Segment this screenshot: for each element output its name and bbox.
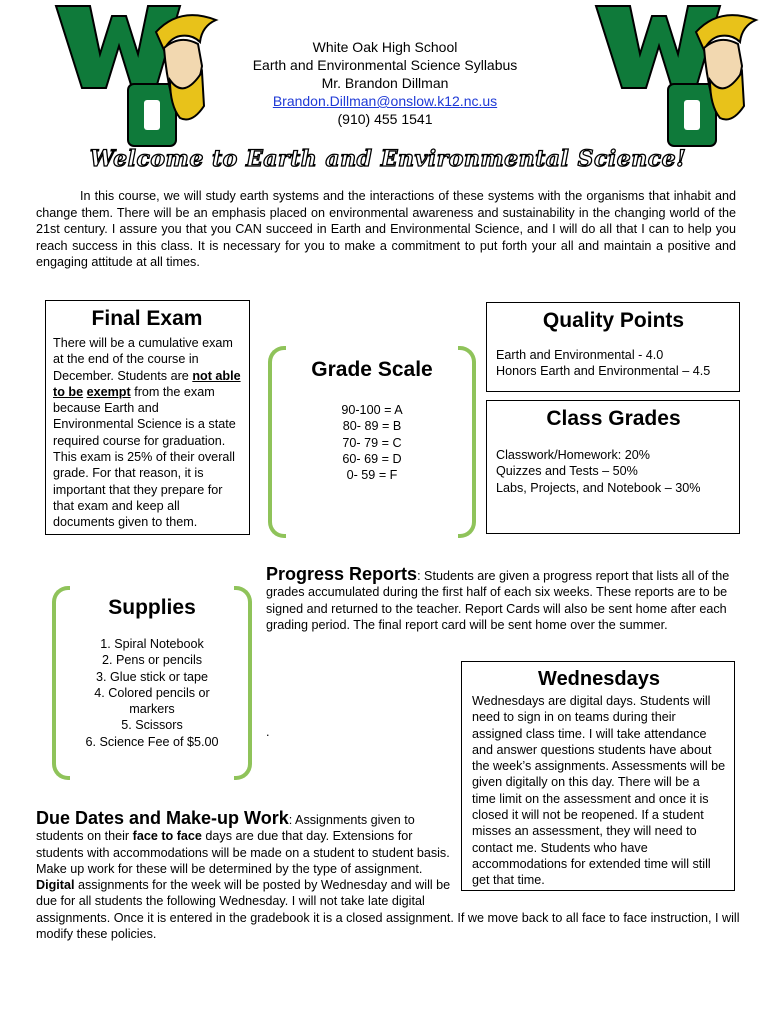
quality-points-title: Quality Points	[542, 309, 685, 332]
wednesdays-text: Wednesdays are digital days. Students will need to sign in on teams during their assigned class time. I will take attendance and answer questions students have about the week’s assignments. Assessments will be given digitally on this day. There will be a time limit on the assessment and once it is closed it will not be reopened. If a student misses an assessment, they will need to contact me. Students who have accommodations for extended time will still get that time.	[472, 694, 726, 888]
due-dates-title: Due Dates and Make-up Work	[36, 808, 289, 828]
class-grades-box	[486, 400, 740, 534]
class-grades-row: Classwork/Homework: 20%	[496, 448, 650, 462]
progress-reports-title: Progress Reports	[266, 564, 418, 584]
quality-points-rows	[496, 347, 731, 380]
quality-points-box	[486, 302, 740, 392]
progress-reports-section: Progress Reports: Students are given a progress report that lists all of the grades accumulated during the first half of each six weeks. These reports are to be signed and returned to the teacher. Report Cards will also be sent home after each grading period. The final report card will be sent home over the summer.	[266, 564, 730, 632]
supplies-section	[68, 596, 236, 750]
logo-w-letter	[596, 6, 720, 88]
class-grades-row: Quizzes and Tests – 50%	[496, 464, 638, 479]
teacher-phone: (910) 455 1541	[337, 111, 433, 127]
supplies-title: Supplies	[108, 596, 196, 619]
supply-item: 1. Spiral Notebook	[100, 637, 204, 651]
supply-item: 5. Scissors	[121, 718, 183, 733]
intro-text: In this course, we will study earth systems and the interactions of these systems with the organisms that inhabit and change them. There will be an emphasis placed on environmental awareness and sustainability in the changing world of the 21st century. I assure you that you CAN succeed in Earth and Environmental Science, and I will do all that I can to help you reach success in this class. It is necessary for you to make a commitment to put forth your all and maintain a positive and engaging attitude at all times.	[36, 189, 736, 269]
school-logo-left	[52, 2, 224, 148]
wednesdays-title: Wednesdays	[538, 668, 660, 690]
grade-row: 70- 79 = C	[342, 435, 402, 450]
digital-bold: Digital	[36, 878, 75, 893]
class-grades-title: Class Grades	[546, 407, 681, 430]
face-to-face-bold: face to face	[132, 829, 202, 844]
due-dates-text: Assignments given to students on their	[36, 813, 415, 844]
grade-row: 90-100 = A	[341, 403, 403, 417]
logo-w-letter	[56, 6, 180, 88]
grade-row: 80- 89 = B	[342, 419, 402, 434]
due-dates-section: Due Dates and Make-up Work: Assignments given to students on their face to face days are due that day. Extensions for students with accommodations will be made on a student to student basis. Make up work for these will be determined by the type of assignment. Digital assignments for the week will be posted by Wednesday and will be due for all students the following Wednesday. I will not take late digital assignments. Once it is entered in the gradebook it is a closed assignment. If we move back to all face to face instruction, I will modify these policies.	[36, 808, 740, 942]
stray-dot: .	[266, 725, 270, 739]
final-exam-text: There will be a cumulative exam at the end of the course in December. Students are not able to be exempt from the exam because Earth and Environmental Science is a state required course for graduation. This exam is 25% of their overall grade. For that reason, it is important that they prepare for that exam and keep all documents given to them.	[53, 336, 241, 530]
grade-scale-bracket-right	[458, 346, 476, 538]
supply-item: 2. Pens or pencils	[101, 653, 203, 668]
final-exam-exempt: exempt	[86, 384, 131, 399]
supplies-list	[68, 636, 236, 750]
grade-scale-section	[284, 358, 460, 483]
progress-reports-text: Students are given a progress report that lists all of the grades accumulated during the first half of each six weeks. These reports are to be signed and returned to the teacher. Report Cards will also be sent home after each grading period. The final report card will be sent home over the summer.	[266, 569, 730, 632]
grade-row: 60- 69 = D	[342, 451, 402, 466]
class-grades-row: Labs, Projects, and Notebook – 30%	[496, 480, 701, 495]
supplies-bracket-right	[234, 586, 252, 780]
supply-item: 6. Science Fee of $5.00	[85, 734, 219, 749]
class-grades-rows	[496, 447, 731, 496]
grade-row: 0- 59 = F	[346, 468, 398, 483]
final-exam-title: Final Exam	[91, 307, 203, 330]
grade-scale-title: Grade Scale	[311, 358, 433, 381]
welcome-banner: Welcome to Earth and Environmental Science!	[89, 146, 687, 172]
school-logo-right	[592, 2, 764, 148]
school-name: White Oak High School	[312, 39, 458, 55]
header-block	[225, 38, 545, 128]
final-exam-box	[45, 300, 250, 535]
teacher-name: Mr. Brandon Dillman	[321, 75, 449, 91]
course-title: Earth and Environmental Science Syllabus	[252, 57, 518, 73]
quality-points-row: Honors Earth and Environmental – 4.5	[496, 364, 711, 379]
intro-paragraph	[36, 188, 736, 271]
teacher-email-link[interactable]: Brandon.Dillman@onslow.k12.nc.us	[272, 93, 498, 109]
grade-scale-rows	[284, 402, 460, 483]
supply-item: 3. Glue stick or tape	[96, 669, 208, 684]
quality-points-row: Earth and Environmental - 4.0	[496, 348, 664, 362]
final-exam-not-exempt: not able to be	[53, 368, 241, 399]
supply-item: 4. Colored pencils or markers	[94, 685, 210, 717]
